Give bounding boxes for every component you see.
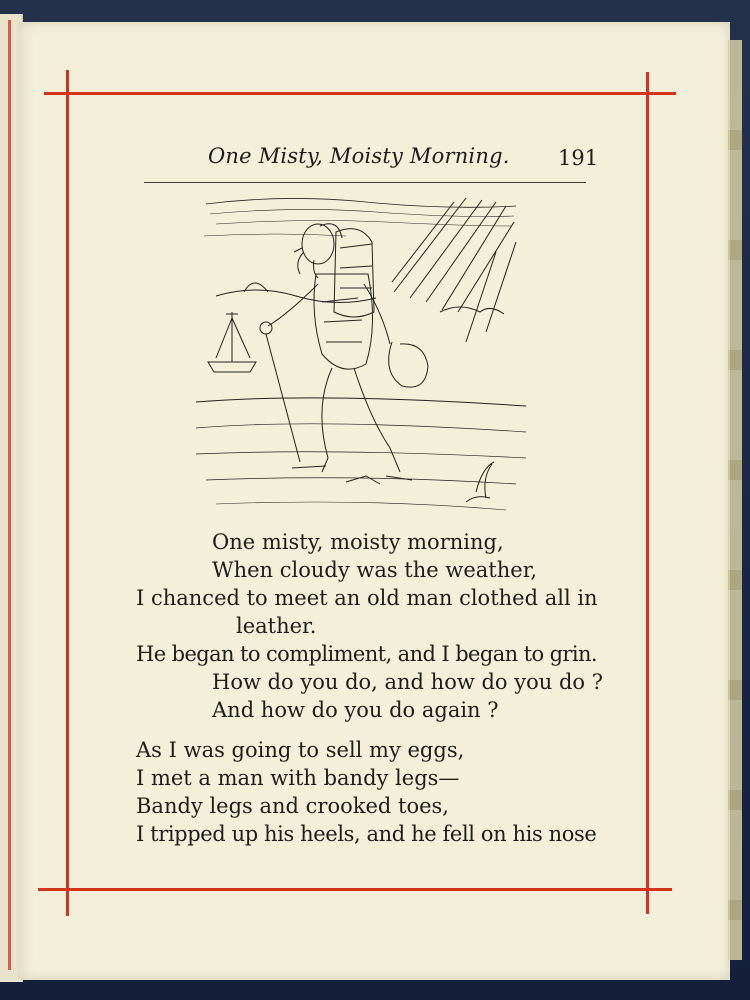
verse-line: leather. — [236, 614, 317, 638]
page-border-left — [66, 70, 69, 916]
header-rule — [144, 182, 586, 183]
verse-line: I chanced to meet an old man clothed all in — [136, 586, 598, 610]
page-border-top — [44, 92, 676, 95]
page-border-right — [646, 72, 649, 914]
verse-line: One misty, moisty morning, — [212, 530, 504, 554]
old-man-illustration — [196, 192, 526, 526]
page-number: 191 — [558, 146, 599, 170]
previous-page-red-border — [8, 20, 11, 970]
page-edge-tabs — [728, 40, 742, 960]
verse-line: I met a man with bandy legs— — [136, 766, 460, 790]
verse-line: And how do you do again ? — [212, 698, 499, 722]
verse-line: He began to compliment, and I began to grin. — [136, 642, 597, 666]
verse-line: As I was going to sell my eggs, — [136, 738, 465, 762]
verse-line: I tripped up his heels, and he fell on his nose — [136, 822, 597, 846]
page-border-bottom — [38, 888, 672, 891]
verse-line: How do you do, and how do you do ? — [212, 670, 603, 694]
verse-line: Bandy legs and crooked toes, — [136, 794, 449, 818]
verse-line: When cloudy was the weather, — [212, 558, 538, 582]
running-header-title: One Misty, Moisty Morning. — [208, 144, 510, 168]
